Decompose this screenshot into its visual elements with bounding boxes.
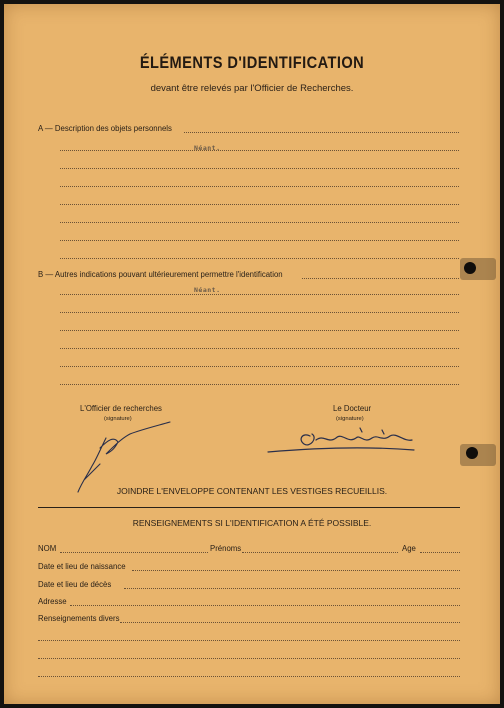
page-subtitle: devant être relevés par l'Officier de Recherches.: [150, 83, 354, 94]
nom-label: NOM: [38, 544, 57, 553]
section-b-line-1: [302, 278, 459, 279]
section-b-value: Néant.: [194, 286, 221, 294]
misc-line-3: [38, 658, 460, 659]
doctor-signature: [264, 422, 424, 458]
identification-heading: RENSEIGNEMENTS SI L'IDENTIFICATION A ÉTÉ POSSIBLE.: [132, 518, 372, 528]
birth-label: Date et lieu de naissance: [38, 562, 126, 571]
age-line: [420, 552, 460, 553]
instruction-text: JOINDRE L'ENVELOPPE CONTENANT LES VESTIGES RECUEILLIS.: [116, 486, 388, 496]
section-divider: [38, 507, 460, 508]
section-b-label: B — Autres indications pouvant ultérieurement permettre l'identification: [38, 270, 283, 279]
section-a-value: Néant.: [194, 144, 221, 152]
section-a-line-3: [60, 168, 459, 169]
section-a-label: A — Description des objets personnels: [38, 124, 172, 133]
punch-hole-top: [464, 262, 476, 274]
misc-line-1: [120, 622, 460, 623]
birth-line: [132, 570, 460, 571]
section-a-line-1: [184, 132, 459, 133]
officer-label: L'Officier de recherches: [80, 404, 162, 413]
section-b-line-4: [60, 330, 459, 331]
section-a-line-7: [60, 240, 459, 241]
form-page: [4, 4, 500, 704]
section-b-line-7: [60, 384, 459, 385]
nom-line: [60, 552, 208, 553]
address-line: [70, 605, 460, 606]
section-a-line-5: [60, 204, 459, 205]
address-label: Adresse: [38, 597, 67, 606]
doctor-signature-caption: (signature): [336, 416, 364, 422]
page-title: ÉLÉMENTS D'IDENTIFICATION: [139, 53, 365, 72]
section-a-line-8: [60, 258, 459, 259]
prenoms-line: [242, 552, 398, 553]
misc-line-2: [38, 640, 460, 641]
prenoms-label: Prénoms: [210, 544, 242, 553]
officer-signature-caption: (signature): [104, 416, 132, 422]
section-b-line-5: [60, 348, 459, 349]
section-b-line-2: [60, 294, 459, 295]
section-b-line-6: [60, 366, 459, 367]
punch-hole-bottom: [466, 447, 478, 459]
misc-label: Renseignements divers: [38, 614, 120, 623]
section-a-line-6: [60, 222, 459, 223]
death-line: [124, 588, 460, 589]
section-a-line-2: [60, 150, 459, 151]
death-label: Date et lieu de décès: [38, 580, 112, 589]
doctor-label: Le Docteur: [333, 404, 372, 413]
section-b-line-3: [60, 312, 459, 313]
section-a-line-4: [60, 186, 459, 187]
age-label: Age: [402, 544, 416, 553]
misc-line-4: [38, 676, 460, 677]
